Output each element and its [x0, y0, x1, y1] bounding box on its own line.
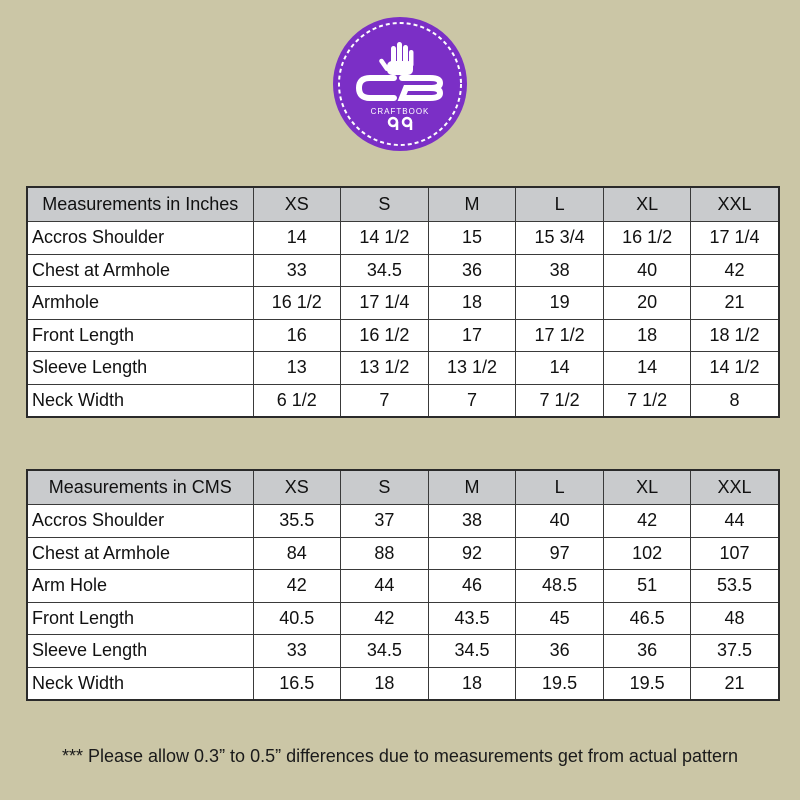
inches-header-label: Measurements in Inches [27, 187, 253, 222]
measurement-cell: 40 [516, 505, 604, 538]
measurement-cell: 7 1/2 [603, 384, 691, 417]
size-header: XL [603, 187, 691, 222]
measurement-cell: 7 [428, 384, 516, 417]
measurement-cell: 14 [603, 352, 691, 385]
measurement-cell: 48.5 [516, 570, 604, 603]
measurement-cell: 37 [341, 505, 429, 538]
measurement-cell: 34.5 [428, 635, 516, 668]
measurement-cell: 19.5 [603, 667, 691, 700]
inches-measurement-table [26, 186, 780, 418]
size-header: XS [253, 470, 341, 505]
measurement-cell: 42 [253, 570, 341, 603]
measurement-cell: 44 [691, 505, 779, 538]
logo-badge [332, 16, 468, 152]
measurement-cell: 53.5 [691, 570, 779, 603]
row-label: Armhole [27, 287, 253, 320]
measurement-cell: 92 [428, 537, 516, 570]
measurement-cell: 16 1/2 [603, 222, 691, 255]
measurement-cell: 17 1/2 [516, 319, 604, 352]
measurement-cell: 17 1/4 [341, 287, 429, 320]
measurement-cell: 33 [253, 254, 341, 287]
size-header: L [516, 470, 604, 505]
row-label: Sleeve Length [27, 635, 253, 668]
table-row [27, 352, 779, 385]
table-row [27, 667, 779, 700]
row-label: Neck Width [27, 384, 253, 417]
measurement-cell: 18 1/2 [691, 319, 779, 352]
logo-text: CRAFTBOOK [370, 107, 430, 116]
measurement-cell: 33 [253, 635, 341, 668]
measurement-cell: 34.5 [341, 635, 429, 668]
table-header-row [27, 470, 779, 505]
measurement-cell: 20 [603, 287, 691, 320]
measurement-cell: 84 [253, 537, 341, 570]
footnote-disclaimer: *** Please allow 0.3” to 0.5” differences due to measurements get from actual pattern [61, 746, 739, 766]
measurement-cell: 18 [428, 667, 516, 700]
row-label: Arm Hole [27, 570, 253, 603]
measurement-cell: 16 1/2 [341, 319, 429, 352]
brand-logo [332, 16, 468, 152]
row-label: Front Length [27, 602, 253, 635]
measurement-cell: 38 [428, 505, 516, 538]
measurement-cell: 102 [603, 537, 691, 570]
measurement-cell: 36 [516, 635, 604, 668]
measurement-cell: 7 1/2 [516, 384, 604, 417]
measurement-cell: 6 1/2 [253, 384, 341, 417]
measurement-cell: 21 [691, 667, 779, 700]
measurement-cell: 8 [691, 384, 779, 417]
size-header: S [341, 187, 429, 222]
row-label: Accros Shoulder [27, 222, 253, 255]
measurement-cell: 38 [516, 254, 604, 287]
table-row [27, 254, 779, 287]
measurement-cell: 42 [603, 505, 691, 538]
measurement-cell: 36 [428, 254, 516, 287]
size-header: XXL [691, 187, 779, 222]
measurement-cell: 14 [253, 222, 341, 255]
measurement-cell: 37.5 [691, 635, 779, 668]
size-header: XS [253, 187, 341, 222]
measurement-cell: 21 [691, 287, 779, 320]
measurement-cell: 19.5 [516, 667, 604, 700]
table-row [27, 537, 779, 570]
measurement-cell: 13 1/2 [341, 352, 429, 385]
size-header: M [428, 187, 516, 222]
table-row [27, 635, 779, 668]
measurement-cell: 14 1/2 [341, 222, 429, 255]
measurement-cell: 40 [603, 254, 691, 287]
measurement-cell: 18 [341, 667, 429, 700]
measurement-cell: 17 1/4 [691, 222, 779, 255]
size-header: S [341, 470, 429, 505]
table-row [27, 222, 779, 255]
measurement-cell: 34.5 [341, 254, 429, 287]
size-header: M [428, 470, 516, 505]
size-header: XXL [691, 470, 779, 505]
table-header-row [27, 187, 779, 222]
measurement-cell: 13 1/2 [428, 352, 516, 385]
table-row [27, 287, 779, 320]
measurement-cell: 44 [341, 570, 429, 603]
measurement-cell: 17 [428, 319, 516, 352]
measurement-cell: 42 [341, 602, 429, 635]
table-row [27, 319, 779, 352]
measurement-cell: 16 [253, 319, 341, 352]
measurement-cell: 42 [691, 254, 779, 287]
measurement-cell: 46.5 [603, 602, 691, 635]
table-row [27, 384, 779, 417]
measurement-cell: 16 1/2 [253, 287, 341, 320]
measurement-cell: 107 [691, 537, 779, 570]
row-label: Neck Width [27, 667, 253, 700]
measurement-cell: 14 [516, 352, 604, 385]
row-label: Front Length [27, 319, 253, 352]
measurement-cell: 48 [691, 602, 779, 635]
measurement-cell: 15 [428, 222, 516, 255]
table-row [27, 505, 779, 538]
measurement-cell: 40.5 [253, 602, 341, 635]
measurement-cell: 88 [341, 537, 429, 570]
measurement-cell: 14 1/2 [691, 352, 779, 385]
measurement-cell: 13 [253, 352, 341, 385]
cms-measurement-table [26, 469, 780, 701]
measurement-cell: 46 [428, 570, 516, 603]
measurement-cell: 97 [516, 537, 604, 570]
measurement-cell: 15 3/4 [516, 222, 604, 255]
measurement-cell: 43.5 [428, 602, 516, 635]
logo-circle [333, 17, 467, 151]
measurement-cell: 45 [516, 602, 604, 635]
size-header: L [516, 187, 604, 222]
measurement-cell: 18 [603, 319, 691, 352]
measurement-cell: 7 [341, 384, 429, 417]
table-row [27, 570, 779, 603]
size-header: XL [603, 470, 691, 505]
cms-header-label: Measurements in CMS [27, 470, 253, 505]
measurement-cell: 16.5 [253, 667, 341, 700]
row-label: Chest at Armhole [27, 254, 253, 287]
measurement-cell: 51 [603, 570, 691, 603]
measurement-cell: 35.5 [253, 505, 341, 538]
row-label: Sleeve Length [27, 352, 253, 385]
measurement-cell: 19 [516, 287, 604, 320]
table-row [27, 602, 779, 635]
row-label: Accros Shoulder [27, 505, 253, 538]
measurement-cell: 18 [428, 287, 516, 320]
measurement-cell: 36 [603, 635, 691, 668]
row-label: Chest at Armhole [27, 537, 253, 570]
